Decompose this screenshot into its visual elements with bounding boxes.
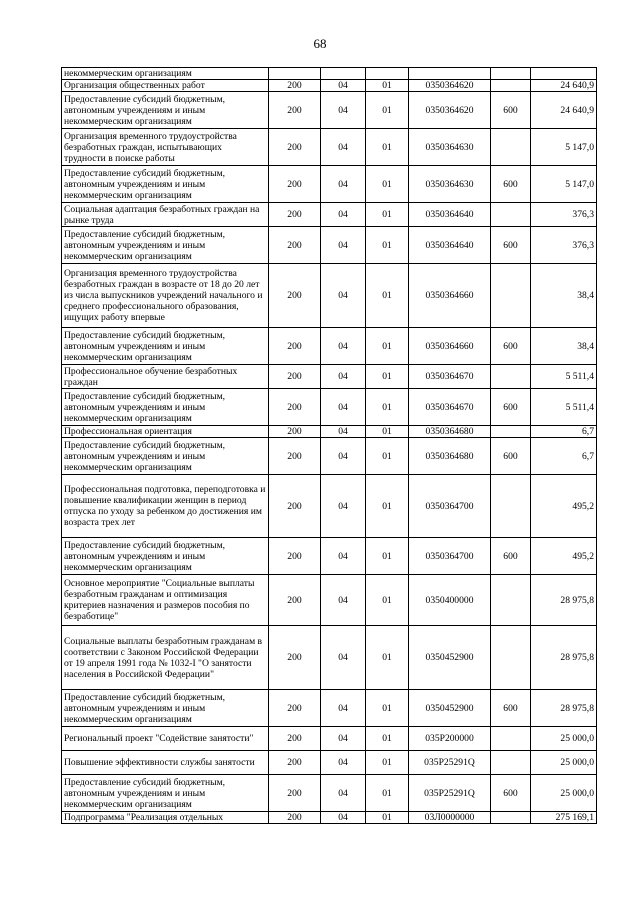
row-code-2: 04 (321, 264, 366, 328)
row-amount: 5 511,4 (531, 365, 597, 389)
row-name: Организация временного трудоустройства безработных граждан в возрасте от 18 до 20 лет из числа выпускников учреждений начального и среднего профессионального образования, ищущих работу впервые (62, 264, 269, 328)
row-amount: 38,4 (531, 328, 597, 365)
row-code-3: 01 (366, 203, 409, 227)
row-code-2: 04 (321, 575, 366, 626)
row-code-1: 200 (269, 264, 321, 328)
table-row (62, 775, 597, 812)
row-name: Социальная адаптация безработных граждан на рынке труда (62, 203, 269, 227)
row-code-2: 04 (321, 203, 366, 227)
row-code-1: 200 (269, 727, 321, 751)
row-code-1: 200 (269, 538, 321, 575)
budget-table (61, 67, 597, 824)
row-code-3: 01 (366, 129, 409, 166)
row-amount: 28 975,8 (531, 575, 597, 626)
row-code-2: 04 (321, 475, 366, 538)
row-name: Профессиональная подготовка, переподготовка и повышение квалификации женщин в период отпуска по уходу за ребенком до достижения им возраста трех лет (62, 475, 269, 538)
row-target-code: 0350364620 (409, 80, 491, 92)
row-code-3: 01 (366, 227, 409, 264)
row-amount: 24 640,9 (531, 80, 597, 92)
table-row (62, 203, 597, 227)
row-code-2: 04 (321, 328, 366, 365)
row-code-3: 01 (366, 389, 409, 426)
row-code-3: 01 (366, 426, 409, 438)
row-expense-type (491, 575, 531, 626)
row-target-code: 0350364640 (409, 227, 491, 264)
row-target-code: 0350400000 (409, 575, 491, 626)
row-code-3: 01 (366, 438, 409, 475)
row-expense-type: 600 (491, 328, 531, 365)
table-row (62, 538, 597, 575)
row-target-code: 035P200000 (409, 727, 491, 751)
row-code-2 (321, 68, 366, 80)
row-target-code: 0350364630 (409, 166, 491, 203)
row-code-3: 01 (366, 626, 409, 690)
row-code-3: 01 (366, 812, 409, 824)
row-code-1: 200 (269, 129, 321, 166)
row-target-code: 0350364660 (409, 264, 491, 328)
row-name: Предоставление субсидий бюджетным, автономным учреждениям и иным некоммерческим организациям (62, 92, 269, 129)
row-amount: 5 147,0 (531, 166, 597, 203)
row-target-code: 0350364640 (409, 203, 491, 227)
row-code-1: 200 (269, 575, 321, 626)
row-name: Социальные выплаты безработным гражданам в соответствии с Законом Российской Федерации от 19 апреля 1991 года № 1032-I "О занятости населения в Российской Федерации" (62, 626, 269, 690)
row-code-3 (366, 68, 409, 80)
row-expense-type (491, 751, 531, 775)
row-amount: 495,2 (531, 475, 597, 538)
row-code-2: 04 (321, 426, 366, 438)
row-amount: 28 975,8 (531, 626, 597, 690)
row-code-2: 04 (321, 166, 366, 203)
row-amount: 275 169,1 (531, 812, 597, 824)
row-code-2: 04 (321, 80, 366, 92)
table-row (62, 389, 597, 426)
row-target-code: 0350364700 (409, 538, 491, 575)
row-expense-type: 600 (491, 538, 531, 575)
row-name: Предоставление субсидий бюджетным, автономным учреждениям и иным некоммерческим организациям (62, 538, 269, 575)
row-amount: 38,4 (531, 264, 597, 328)
row-code-3: 01 (366, 264, 409, 328)
row-expense-type (491, 426, 531, 438)
row-name: Основное мероприятие "Социальные выплаты безработным гражданам и оптимизация критериев назначения и размеров пособия по безработице" (62, 575, 269, 626)
row-name: Предоставление субсидий бюджетным, автономным учреждениям и иным некоммерческим организациям (62, 227, 269, 264)
row-code-2: 04 (321, 751, 366, 775)
row-expense-type: 600 (491, 92, 531, 129)
row-amount: 28 975,8 (531, 690, 597, 727)
row-code-2: 04 (321, 626, 366, 690)
table-row (62, 328, 597, 365)
row-name: Организация временного трудоустройства безработных граждан, испытывающих трудности в поиске работы (62, 129, 269, 166)
row-amount: 25 000,0 (531, 727, 597, 751)
row-expense-type: 600 (491, 166, 531, 203)
row-code-3: 01 (366, 727, 409, 751)
row-amount: 24 640,9 (531, 92, 597, 129)
row-code-2: 04 (321, 365, 366, 389)
row-code-1: 200 (269, 92, 321, 129)
row-target-code: 0350364670 (409, 389, 491, 426)
row-expense-type (491, 626, 531, 690)
row-target-code: 0350364680 (409, 438, 491, 475)
row-code-1: 200 (269, 365, 321, 389)
row-code-1: 200 (269, 426, 321, 438)
row-code-1: 200 (269, 227, 321, 264)
row-amount: 376,3 (531, 203, 597, 227)
table-row (62, 475, 597, 538)
row-amount: 376,3 (531, 227, 597, 264)
row-target-code: 0350364700 (409, 475, 491, 538)
row-amount: 25 000,0 (531, 775, 597, 812)
row-code-3: 01 (366, 365, 409, 389)
row-expense-type (491, 203, 531, 227)
table-row (62, 264, 597, 328)
row-amount (531, 68, 597, 80)
row-code-1 (269, 68, 321, 80)
row-expense-type (491, 68, 531, 80)
row-code-3: 01 (366, 92, 409, 129)
row-expense-type (491, 727, 531, 751)
row-expense-type (491, 812, 531, 824)
row-code-1: 200 (269, 80, 321, 92)
table-row (62, 626, 597, 690)
row-expense-type: 600 (491, 227, 531, 264)
row-expense-type: 600 (491, 389, 531, 426)
table-row (62, 166, 597, 203)
table-row (62, 575, 597, 626)
table-row (62, 438, 597, 475)
row-target-code: 0350452900 (409, 690, 491, 727)
row-expense-type (491, 475, 531, 538)
row-expense-type: 600 (491, 438, 531, 475)
row-code-1: 200 (269, 166, 321, 203)
row-name: некоммерческим организациям (62, 68, 269, 80)
row-amount: 6,7 (531, 426, 597, 438)
row-code-2: 04 (321, 129, 366, 166)
row-name: Повышение эффективности службы занятости (62, 751, 269, 775)
row-name: Предоставление субсидий бюджетным, автономным учреждениям и иным некоммерческим организациям (62, 775, 269, 812)
table-row (62, 690, 597, 727)
row-name: Организация общественных работ (62, 80, 269, 92)
row-code-3: 01 (366, 475, 409, 538)
row-code-1: 200 (269, 812, 321, 824)
row-amount: 5 147,0 (531, 129, 597, 166)
table-row (62, 227, 597, 264)
table-row (62, 68, 597, 80)
row-expense-type (491, 365, 531, 389)
row-code-3: 01 (366, 690, 409, 727)
row-code-2: 04 (321, 690, 366, 727)
row-code-3: 01 (366, 328, 409, 365)
row-code-2: 04 (321, 538, 366, 575)
table-row (62, 129, 597, 166)
row-code-1: 200 (269, 475, 321, 538)
row-code-3: 01 (366, 751, 409, 775)
row-name: Предоставление субсидий бюджетным, автономным учреждениям и иным некоммерческим организациям (62, 166, 269, 203)
row-expense-type (491, 264, 531, 328)
row-code-2: 04 (321, 812, 366, 824)
row-name: Предоставление субсидий бюджетным, автономным учреждениям и иным некоммерческим организациям (62, 690, 269, 727)
row-code-2: 04 (321, 438, 366, 475)
table-row (62, 812, 597, 824)
row-target-code: 0350364670 (409, 365, 491, 389)
row-code-1: 200 (269, 328, 321, 365)
row-name: Подпрограмма "Реализация отдельных (62, 812, 269, 824)
row-target-code: 03Л0000000 (409, 812, 491, 824)
row-code-1: 200 (269, 389, 321, 426)
table-row (62, 92, 597, 129)
table-row (62, 365, 597, 389)
row-expense-type (491, 129, 531, 166)
row-expense-type: 600 (491, 690, 531, 727)
row-target-code: 0350364660 (409, 328, 491, 365)
page-number: 68 (313, 36, 327, 51)
row-code-1: 200 (269, 690, 321, 727)
row-name: Профессиональное обучение безработных граждан (62, 365, 269, 389)
row-target-code: 035P25291Q (409, 775, 491, 812)
row-name: Профессиональная ориентация (62, 426, 269, 438)
row-code-2: 04 (321, 92, 366, 129)
row-code-2: 04 (321, 389, 366, 426)
table-row (62, 80, 597, 92)
row-target-code: 0350364630 (409, 129, 491, 166)
row-amount: 5 511,4 (531, 389, 597, 426)
row-amount: 25 000,0 (531, 751, 597, 775)
row-code-3: 01 (366, 80, 409, 92)
row-target-code: 0350364620 (409, 92, 491, 129)
row-expense-type (491, 80, 531, 92)
row-name: Предоставление субсидий бюджетным, автономным учреждениям и иным некоммерческим организациям (62, 438, 269, 475)
row-name: Региональный проект "Содействие занятости" (62, 727, 269, 751)
row-name: Предоставление субсидий бюджетным, автономным учреждениям и иным некоммерческим организациям (62, 328, 269, 365)
row-amount: 495,2 (531, 538, 597, 575)
row-code-1: 200 (269, 751, 321, 775)
table-row (62, 751, 597, 775)
row-code-2: 04 (321, 775, 366, 812)
row-code-1: 200 (269, 626, 321, 690)
row-code-2: 04 (321, 227, 366, 264)
row-code-2: 04 (321, 727, 366, 751)
row-amount: 6,7 (531, 438, 597, 475)
row-code-3: 01 (366, 538, 409, 575)
row-code-1: 200 (269, 775, 321, 812)
table-row (62, 426, 597, 438)
row-code-1: 200 (269, 203, 321, 227)
table-row (62, 727, 597, 751)
row-target-code (409, 68, 491, 80)
row-code-3: 01 (366, 166, 409, 203)
row-target-code: 035P25291Q (409, 751, 491, 775)
row-expense-type: 600 (491, 775, 531, 812)
row-name: Предоставление субсидий бюджетным, автономным учреждениям и иным некоммерческим организациям (62, 389, 269, 426)
row-code-1: 200 (269, 438, 321, 475)
row-code-3: 01 (366, 775, 409, 812)
row-target-code: 0350364680 (409, 426, 491, 438)
row-code-3: 01 (366, 575, 409, 626)
row-target-code: 0350452900 (409, 626, 491, 690)
